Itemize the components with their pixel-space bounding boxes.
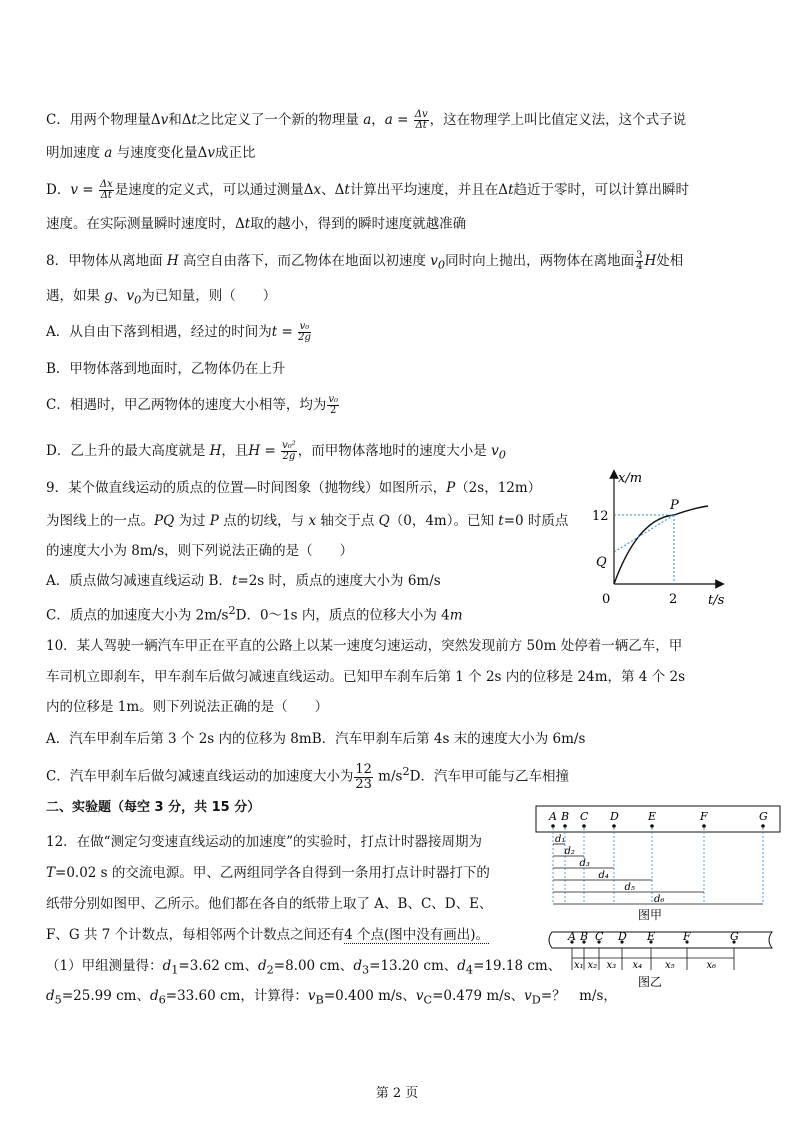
q10-stem-line2: 车司机立即刹车，甲车刹车后做匀减速直线运动。已知甲车刹车后第 1 个 2s 内的位移是 24m，第 4 个 2s: [46, 669, 686, 685]
q10-options-ab: A．汽车甲刹车后第 3 个 2s 内的位移为 8mB．汽车甲刹车后第 4s 末的速度大小为 6m/s: [46, 731, 586, 747]
figure-yi-tape: [534, 926, 784, 996]
fraction: $\frac{\text{v₀²}}{2g}$: [282, 440, 296, 462]
fraction: $\frac{12}{23}$: [355, 761, 372, 792]
dim-label-1: d₁: [555, 834, 566, 845]
dim-label-6: d₆: [654, 894, 665, 905]
tape-label-e: E: [647, 930, 656, 943]
tick-12: 12: [592, 509, 609, 524]
tape-label-b: B: [580, 930, 589, 943]
q12-stem-line3: 纸带分别如图甲、乙所示。他们都在各自的纸带上取了 A、B、C、D、E、: [46, 896, 493, 912]
page-number: 第 2 页: [375, 1086, 419, 1101]
q8-stem-line1: 8．甲物体从离地面 H 高空自由落下，而乙物体在地面以初速度 $v_0$同时向上抛出，两物体在离地面 $\frac{3}{4}$ H处相: [46, 250, 684, 272]
fraction: $\frac{\Delta x}{\Delta t}$: [99, 179, 113, 201]
dim-label-2: d₂: [564, 846, 575, 857]
tape-label-f: F: [683, 930, 691, 943]
q9-stem-line2: 为图线上的一点。PQ 为过 P 点的切线，与 x 轴交于点 Q（0，4m）。已知 t=0 时质点: [46, 513, 569, 529]
seg-label-2: x₂: [587, 960, 598, 971]
origin-label: 0: [602, 592, 611, 607]
point-p-label: P: [670, 498, 679, 513]
tape-label-c: C: [595, 930, 604, 943]
q9-stem-line1: 9．某个做直线运动的质点的位置—时间图象（抛物线）如图所示，P（2s，12m）: [46, 480, 542, 496]
tape-point-c: [582, 824, 586, 828]
seg-label-6: x₆: [706, 960, 717, 971]
q9-stem-line3: 的速度大小为 8m/s，则下列说法正确的是（ ）: [46, 543, 354, 559]
q12-stem-line4: F、G 共 7 个计数点，每相邻两个计数点之间还有4 个点(图中没有画出)。: [46, 927, 490, 943]
seg-label-3: x₃: [606, 960, 617, 971]
seg-label-4: x₄: [632, 960, 643, 971]
fraction: $\frac{\Delta v}{\Delta t}$: [414, 109, 428, 131]
q8-option-a: A．从自由下落到相遇，经过的时间为t = $\frac{\text{v₀}}{2g}$: [46, 321, 311, 343]
tape-point-d: [612, 824, 616, 828]
q12-stem-line1: 12．在做“测定匀变速直线运动的加速度”的实验时，打点计时器接周期为: [46, 834, 482, 850]
q7-option-d-line1: D．v = $\frac{\Delta x}{\Delta t}$ 是速度的定义式，可以通过测量Δx、Δt计算出平均速度，并且在Δt趋近于零时，可以计算出瞬时: [46, 179, 689, 201]
tape-point-g: [761, 824, 765, 828]
q7-option-c-line1: C．用两个物理量Δv和Δt之比定义了一个新的物理量 a，a = $\frac{\Delta v}{\Delta t}$ ，这在物理学上叫比值定义法，这个式子说: [46, 109, 687, 131]
fraction: $\frac{\text{v₀}}{2g}$: [298, 321, 311, 343]
q8-option-d: D．乙上升的最大高度就是 H，且H = $\frac{\text{v₀²}}{2g}$ ，而甲物体落地时的速度大小是 $v_0$: [46, 440, 506, 462]
figure-jia-caption: 图甲: [638, 908, 663, 922]
q8-option-b: B．甲物体落到地面时，乙物体仍在上升: [46, 361, 286, 377]
tape-label-g: G: [759, 810, 768, 823]
tape-label-a: A: [549, 810, 557, 823]
point-q-label: Q: [596, 555, 607, 570]
fraction: $\frac{3}{4}$: [636, 250, 643, 272]
figure-yi-caption: 图乙: [638, 975, 663, 989]
seg-label-5: x₅: [665, 960, 675, 971]
parabola-curve: [614, 506, 708, 584]
dim-label-4: d₄: [598, 870, 609, 881]
tape-point-e: [650, 824, 654, 828]
q9-position-time-graph: [590, 462, 750, 612]
tape-label-f: F: [700, 810, 708, 823]
q7-option-c-line2: 明加速度 a 与速度变化量Δv成正比: [46, 145, 256, 161]
q10-stem-line1: 10．某人驾驶一辆汽车甲正在平直的公路上以某一速度匀速运动，突然发现前方 50m 处停着一辆乙车，甲: [46, 638, 683, 654]
tape-point-f: [702, 824, 706, 828]
tape-label-e: E: [648, 810, 657, 823]
tape-jia: [536, 806, 780, 832]
dim-label-3: d₃: [579, 858, 590, 869]
section-2-title: 二、实验题（每空 3 分，共 15 分）: [46, 800, 261, 815]
q12-part1-line1: （1）甲组测量得：$d_1=3.62$ cm、$d_2=8.00$ cm、$d_3=13.20$ cm、$d_4=19.18$ cm、: [46, 958, 562, 977]
fraction: $\frac{\text{v₀}}{2}$: [328, 394, 339, 416]
q12-stem-line2: T=0.02 s 的交流电源。甲、乙两组同学各自得到一条用打点计时器打下的: [46, 865, 490, 881]
q10-stem-line3: 内的位移是 1m。则下列说法正确的是（ ）: [46, 699, 329, 715]
q8-option-c: C．相遇时，甲乙两物体的速度大小相等，均为 $\frac{\text{v₀}}{2}$: [46, 394, 339, 416]
figure-jia-tape: [534, 804, 784, 924]
tape-label-g: G: [730, 930, 739, 943]
tick-2: 2: [669, 592, 678, 607]
tape-label-d: D: [610, 810, 619, 823]
tape-label-a: A: [568, 930, 576, 943]
q7-option-d-line2: 速度。在实际测量瞬时速度时，Δt取的越小，得到的瞬时速度就越准确: [46, 216, 467, 232]
tangent-pq: [614, 515, 674, 552]
tape-label-c: C: [580, 810, 589, 823]
q10-options-cd: C．汽车甲刹车后做匀减速直线运动的加速度大小为 $\frac{12}{23}$ $m/s^2D$．汽车甲可能与乙车相撞: [46, 761, 569, 792]
tape-point-a: [551, 824, 555, 828]
tape-point-b: [563, 824, 567, 828]
x-axis-label: t/s: [708, 593, 725, 608]
q9-options-cd: C．质点的加速度大小为 $2m/s^2D$．0～1s 内，质点的位移大小为 4m: [46, 604, 463, 624]
q9-options-ab: A．质点做匀减速直线运动 B．t=2s 时，质点的速度大小为 6m/s: [46, 573, 441, 589]
q12-part1-line2: $d_5=25.99$ cm、$d_6=33.60$ cm，计算得：$v_B=0.400$ m/s、$v_C=0.479$ m/s、$v_D=$？ m/s，: [46, 988, 617, 1007]
dim-label-5: d₅: [624, 882, 635, 893]
seg-label-1: x₁: [574, 960, 584, 971]
tape-label-d: D: [618, 930, 627, 943]
q8-stem-line2: 遇，如果 g、$v_0$为已知量，则（ ）: [46, 288, 277, 307]
y-axis-label: x/m: [618, 471, 643, 486]
tape-label-b: B: [561, 810, 570, 823]
